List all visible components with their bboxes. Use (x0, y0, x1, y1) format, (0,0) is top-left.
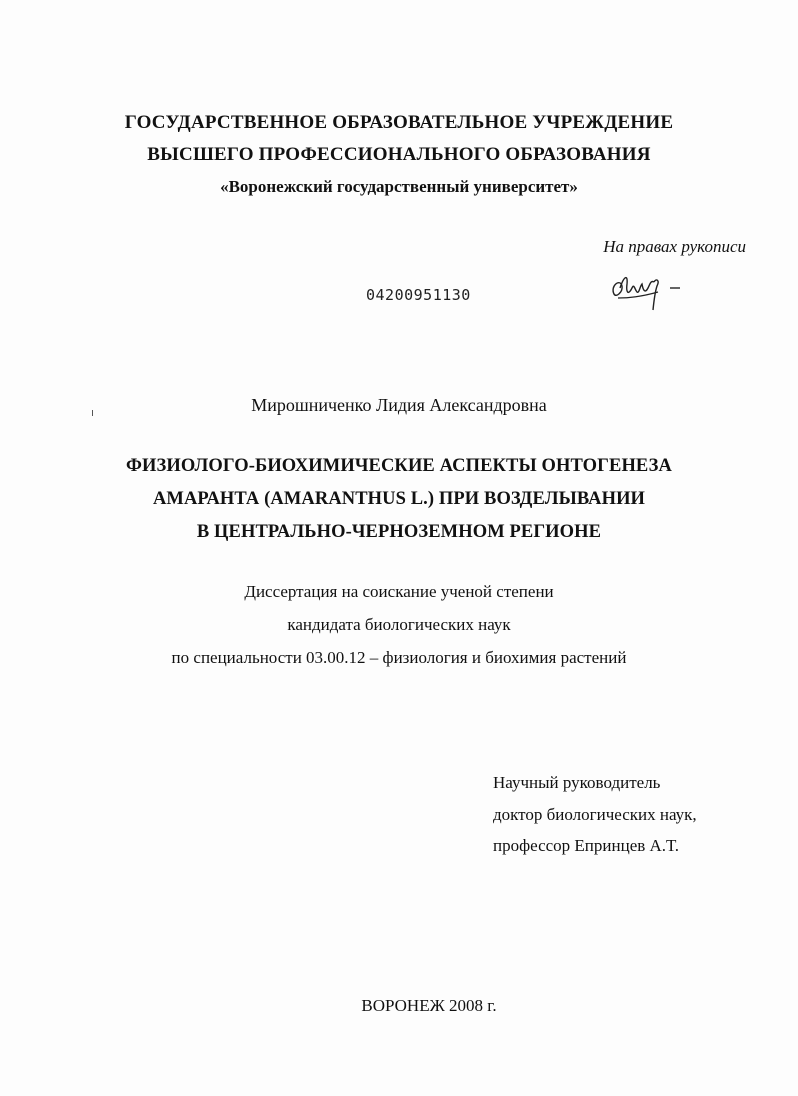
title-line-2: АМАРАНТА (AMARANTHUS L.) ПРИ ВОЗДЕЛЫВАНИИ (152, 489, 646, 509)
supervisor-line-2: доктор биологических наук, (493, 805, 697, 824)
title-line-3: В ЦЕНТРАЛЬНО-ЧЕРНОЗЕМНОМ РЕГИОНЕ (196, 522, 602, 542)
signature-icon (608, 268, 698, 316)
author-name: Мирошниченко Лидия Александровна (251, 395, 547, 415)
supervisor-line-1: Научный руководитель (493, 773, 661, 792)
university-name: «Воронежский государственный университет» (220, 177, 578, 196)
dissertation-line-3: по специальности 03.00.12 – физиология и биохимия растений (171, 648, 627, 667)
dissertation-line-1: Диссертация на соискание ученой степени (244, 582, 554, 601)
title-line-1: ФИЗИОЛОГО-БИОХИМИЧЕСКИЕ АСПЕКТЫ ОНТОГЕНЕЗА (126, 456, 672, 476)
dissertation-line-2: кандидата биологических наук (287, 615, 511, 634)
manuscript-rights-note: На правах рукописи (603, 237, 746, 256)
supervisor-line-3: профессор Епринцев А.Т. (493, 836, 679, 855)
city-year: ВОРОНЕЖ 2008 г. (361, 996, 497, 1015)
library-stamp-number: 04200951130 (366, 286, 471, 304)
institution-line-2: ВЫСШЕГО ПРОФЕССИОНАЛЬНОГО ОБРАЗОВАНИЯ (147, 144, 651, 165)
institution-line-1: ГОСУДАРСТВЕННОЕ ОБРАЗОВАТЕЛЬНОЕ УЧРЕЖДЕНИЕ (124, 112, 674, 133)
